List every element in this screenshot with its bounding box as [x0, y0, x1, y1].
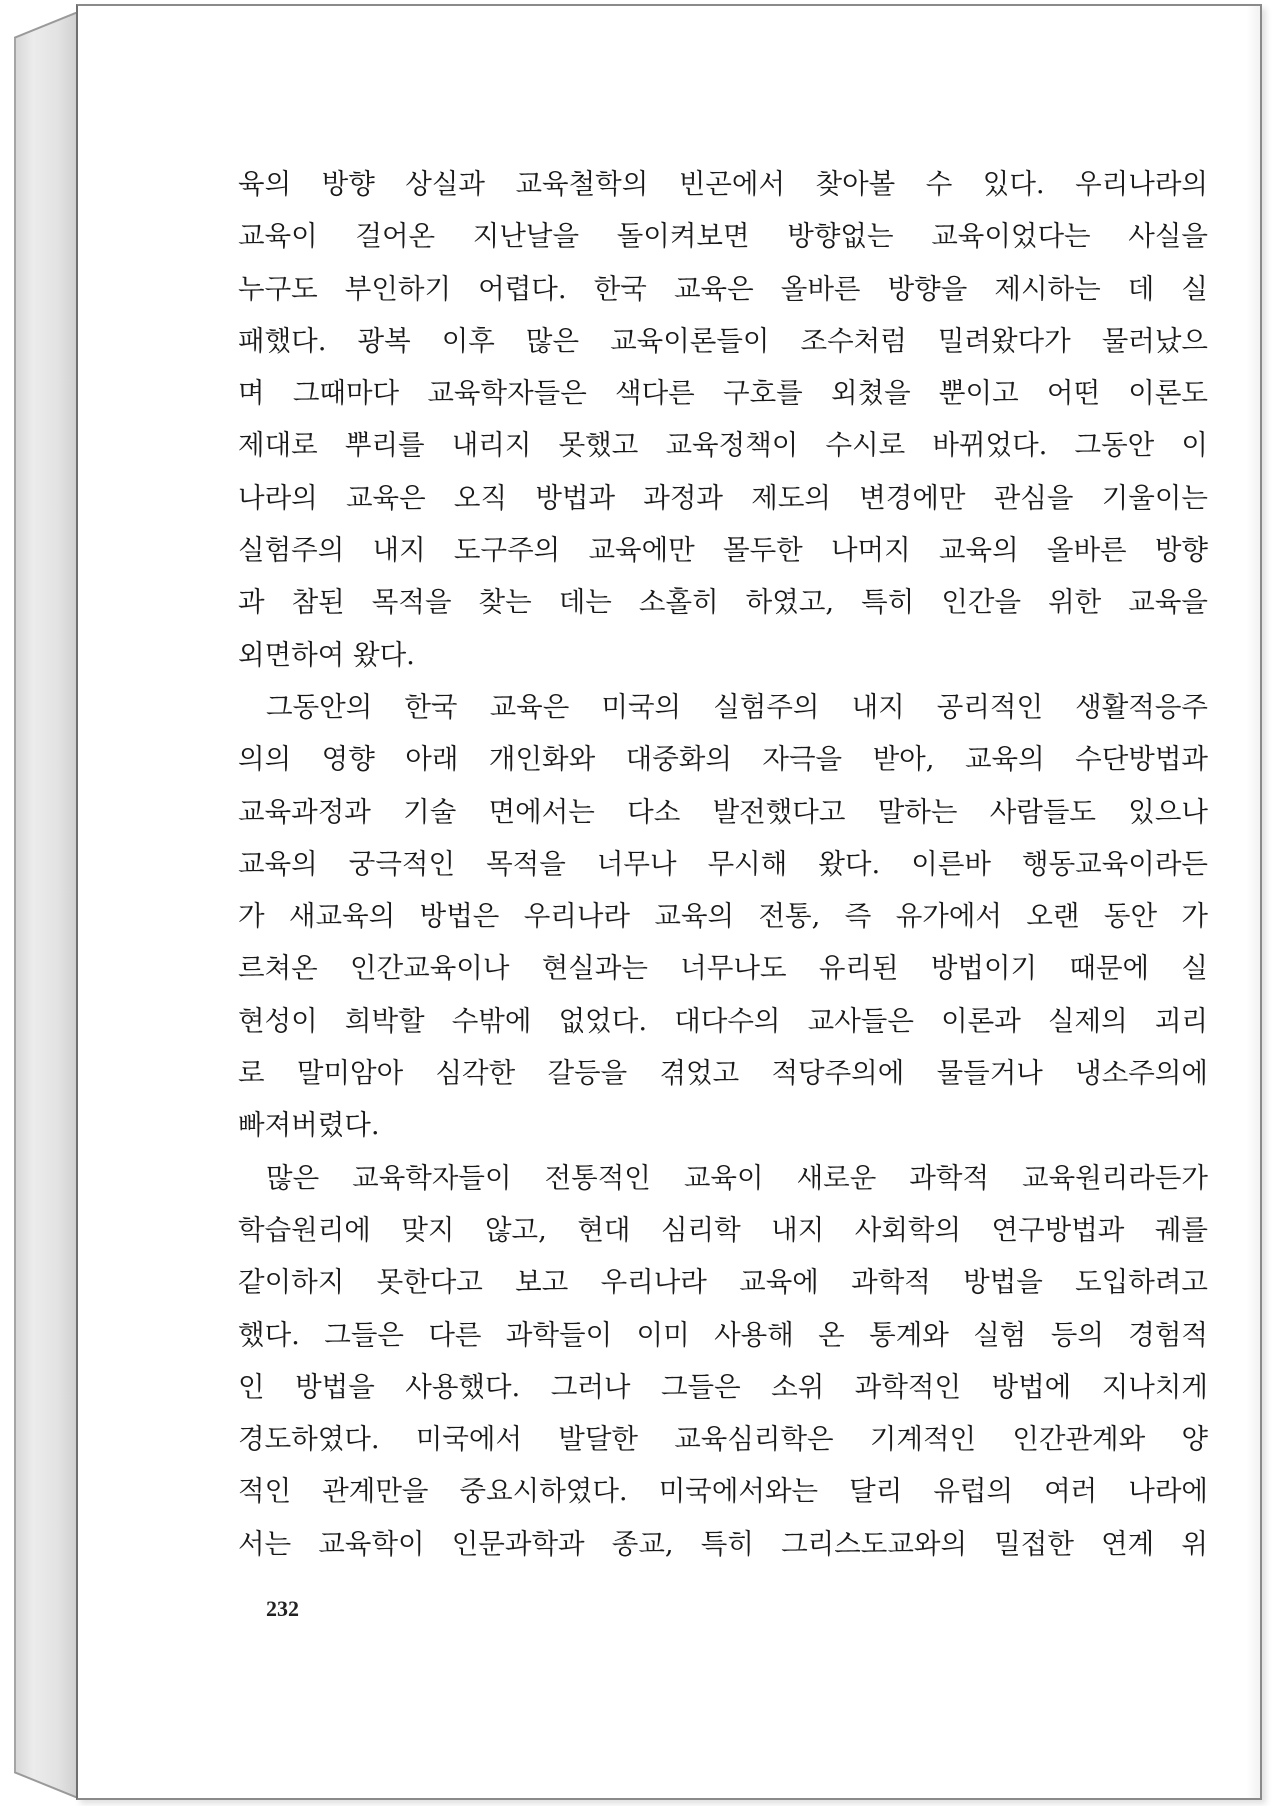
page-body-text: [238, 158, 1208, 1570]
text-line: 서는 교육학이 인문과학과 종교, 특히 그리스도교와의 밀접한 연계 위: [238, 1527, 1208, 1560]
text-line: 교육의 궁극적인 목적을 너무나 무시해 왔다. 이른바 행동교육이라든: [238, 847, 1208, 880]
text-line: 현성이 희박할 수밖에 없었다. 대다수의 교사들은 이론과 실제의 괴리: [238, 1004, 1208, 1037]
text-line: 외면하여 왔다.: [238, 638, 415, 671]
text-line: 며 그때마다 교육학자들은 색다른 구호를 외쳤을 뿐이고 어떤 이론도: [238, 377, 1208, 410]
text-line: 경도하였다. 미국에서 발달한 교육심리학은 기계적인 인간관계와 양: [238, 1423, 1208, 1456]
text-line: 했다. 그들은 다른 과학들이 이미 사용해 온 통계와 실험 등의 경험적: [238, 1318, 1208, 1351]
text-line: 인 방법을 사용했다. 그러나 그들은 소위 과학적인 방법에 지나치게: [238, 1370, 1208, 1403]
text-line: 르쳐온 인간교육이나 현실과는 너무나도 유리된 방법이기 때문에 실: [238, 952, 1208, 985]
text-line: 실험주의 내지 도구주의 교육에만 몰두한 나머지 교육의 올바른 방향: [238, 534, 1208, 567]
text-line: 육의 방향 상실과 교육철학의 빈곤에서 찾아볼 수 있다. 우리나라의: [238, 168, 1208, 200]
text-line: 가 새교육의 방법은 우리나라 교육의 전통, 즉 유가에서 오랜 동안 가: [238, 900, 1208, 933]
page-number: 232: [266, 1596, 299, 1621]
text-line: 학습원리에 맞지 않고, 현대 심리학 내지 사회학의 연구방법과 궤를: [238, 1213, 1208, 1246]
text-line: 빠져버렸다.: [238, 1109, 380, 1142]
text-line: 적인 관계만을 중요시하였다. 미국에서와는 달리 유럽의 여러 나라에: [238, 1475, 1208, 1508]
page-edge-shadow: [1246, 6, 1260, 1798]
book-page: [76, 4, 1262, 1800]
book-spine: [14, 12, 78, 1798]
text-line: 교육이 걸어온 지난날을 돌이켜보면 방향없는 교육이었다는 사실을: [238, 220, 1208, 253]
text-line: 로 말미암아 심각한 갈등을 겪었고 적당주의에 물들거나 냉소주의에: [238, 1057, 1208, 1090]
text-line: 제대로 뿌리를 내리지 못했고 교육정책이 수시로 바뀌었다. 그동안 이: [238, 429, 1208, 462]
text-line: 의의 영향 아래 개인화와 대중화의 자극을 받아, 교육의 수단방법과: [238, 743, 1208, 776]
text-line: 교육과정과 기술 면에서는 다소 발전했다고 말하는 사람들도 있으나: [238, 795, 1208, 828]
text-line: 과 참된 목적을 찾는 데는 소홀히 하였고, 특히 인간을 위한 교육을: [238, 586, 1208, 619]
text-line: 나라의 교육은 오직 방법과 과정과 제도의 변경에만 관심을 기울이는: [238, 481, 1208, 514]
text-line: 그동안의 한국 교육은 미국의 실험주의 내지 공리적인 생활적응주: [266, 690, 1208, 723]
text-line: 누구도 부인하기 어렵다. 한국 교육은 올바른 방향을 제시하는 데 실: [238, 272, 1208, 305]
text-line: 많은 교육학자들이 전통적인 교육이 새로운 과학적 교육원리라든가: [266, 1161, 1208, 1194]
text-line: 패했다. 광복 이후 많은 교육이론들이 조수처럼 밀려왔다가 물러났으: [238, 324, 1208, 357]
text-line: 같이하지 못한다고 보고 우리나라 교육에 과학적 방법을 도입하려고: [238, 1266, 1208, 1299]
